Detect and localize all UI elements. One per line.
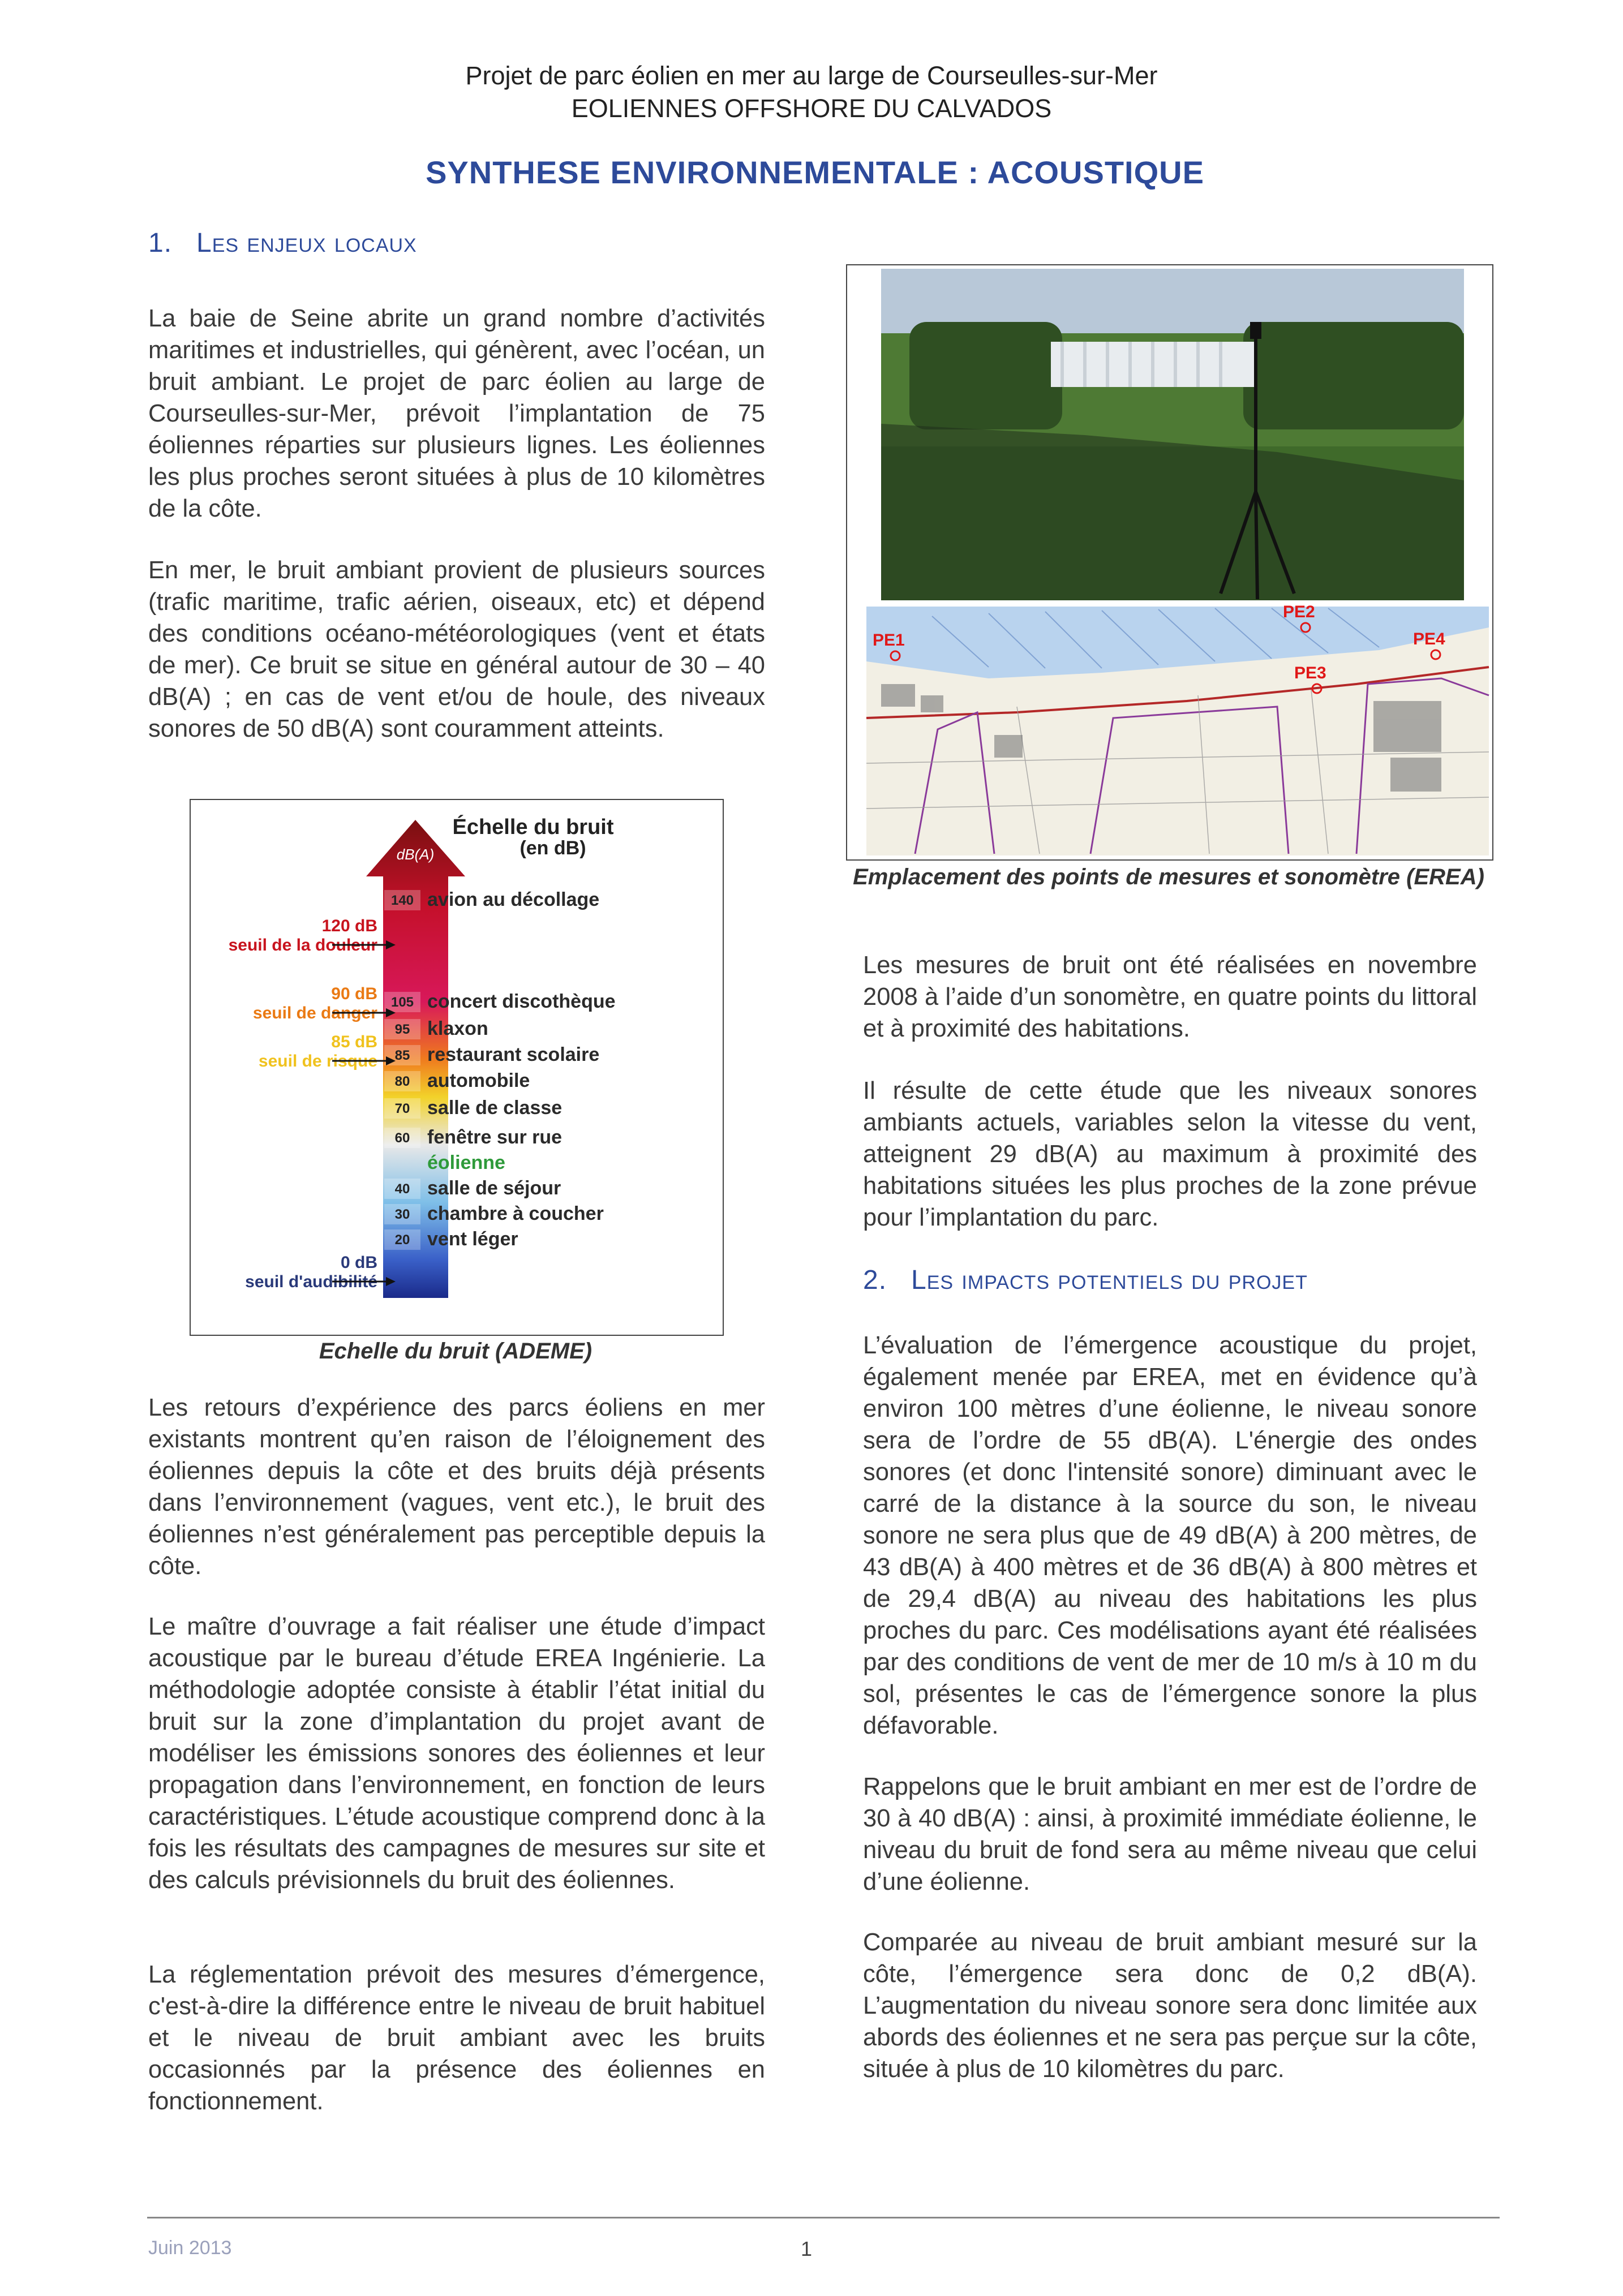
scale-unit: dB(A) <box>396 846 435 863</box>
noise-scale-chart <box>191 800 723 1335</box>
paragraph-measurements: Les mesures de bruit ont été réalisées en novembre 2008 à l’aide d’un sonomètre, en quatre points du littoral et à proximité des habitations. <box>863 952 1477 1042</box>
paragraph-ambient-at-sea: Rappelons que le bruit ambiant en mer est de l’ordre de 30 à 40 dB(A) : ainsi, à proximité immédiate éolienne, le niveau du bruit de fond sera au même niveau que celui d’une éolienne. <box>863 1773 1477 1895</box>
header-project-subtitle: EOLIENNES OFFSHORE DU CALVADOS <box>571 94 1052 123</box>
noise-scale-caption: Echelle du bruit (ADEME) <box>319 1339 592 1364</box>
threshold-value: 90 dB <box>331 984 377 1003</box>
threshold-label: seuil de la douleur <box>228 936 377 954</box>
scale-level-label: salle de classe <box>427 1097 563 1119</box>
measurement-points-figure <box>846 264 1493 861</box>
threshold-label: seuil d'audibilité <box>245 1272 377 1291</box>
scale-level-value: 40 <box>394 1181 410 1197</box>
noise-scale-figure <box>190 799 724 1336</box>
measurement-map <box>866 607 1489 855</box>
paragraph-experience-feedback: Les retours d’expérience des parcs éoliens en mer existants montrent qu’en raison de l’éloignement des éoliennes depuis la côte et des bruits déjà présents dans l’environnement (vagues, vent etc.), le bruit des éoliennes n’est généralement pas perceptible depuis la côte. <box>148 1394 765 1580</box>
section-title: Les enjeux locaux <box>196 228 417 258</box>
paragraph-ambient-noise: En mer, le bruit ambiant provient de plusieurs sources (trafic maritime, trafic aérien, oiseaux, etc) et dépend des conditions océano-météorologiques (vent et états de mer). Ce bruit se situe en général autour de 30 – 40 dB(A) ; en cas de vent et/ou de houle, des niveaux sonores de 50 dB(A) sont couramment atteints. <box>148 557 765 742</box>
scale-title: Échelle du bruit <box>452 815 614 839</box>
sound-meter-photo <box>881 269 1464 600</box>
page-number: 1 <box>801 2237 813 2260</box>
scale-level-label: vent léger <box>427 1228 518 1250</box>
threshold-label: seuil de danger <box>252 1004 377 1022</box>
header-project-title: Projet de parc éolien en mer au large de Courseulles-sur-Mer <box>465 61 1158 90</box>
scale-level-value: 60 <box>394 1130 410 1146</box>
measurement-figure-caption: Emplacement des points de mesures et sonomètre (EREA) <box>853 865 1484 889</box>
threshold-value: 0 dB <box>340 1253 377 1272</box>
measurement-point-label: PE3 <box>1294 664 1326 682</box>
section-number: 2. <box>863 1265 887 1295</box>
scale-level-label: klaxon <box>427 1018 488 1039</box>
threshold-value: 85 dB <box>331 1033 377 1051</box>
scale-level-value: 140 <box>390 893 414 908</box>
scale-level-value: 85 <box>394 1048 410 1063</box>
photo-and-map <box>847 265 1492 859</box>
paragraph-regulation: La réglementation prévoit des mesures d’émergence, c'est-à-dire la différence entre le niveau de bruit habituel et le niveau de bruit ambiant avec les bruits occasionnés par la présence des éoliennes en fonctionnement. <box>148 1961 765 2115</box>
scale-level-value: 80 <box>394 1074 410 1089</box>
scale-level-label: automobile <box>427 1070 530 1091</box>
scale-level-label: concert discothèque <box>427 991 616 1012</box>
section-1-heading <box>148 227 417 259</box>
paragraph-study-results: Il résulte de cette étude que les niveaux sonores ambiants actuels, variables selon la vitesse du vent, atteignent 29 dB(A) au maximum à proximité des habitations situées les plus proches de la zone prévue pour l’implantation du parc. <box>863 1077 1477 1231</box>
section-title: Les impacts potentiels du projet <box>911 1265 1308 1295</box>
scale-level-label: salle de séjour <box>427 1177 561 1199</box>
footer-date: Juin 2013 <box>148 2237 232 2259</box>
measurement-point-label: PE2 <box>1283 603 1315 621</box>
scale-level-label: restaurant scolaire <box>427 1044 600 1065</box>
measurement-point-label: PE1 <box>873 631 905 650</box>
scale-title-unit: (en dB) <box>519 837 586 859</box>
scale-level-value: 20 <box>394 1232 410 1248</box>
scale-level-label: fenêtre sur rue <box>427 1126 563 1148</box>
paragraph-emergence-evaluation: L’évaluation de l’émergence acoustique du projet, également menée par EREA, met en évidence qu’à environ 100 mètres d’une éolienne, le niveau sonore sera de l’ordre de 55 dB(A). L'énergie des ondes sonores (et donc l'intensité sonore) diminuant avec le carré de la distance à la source du son, le niveau sonore ne sera plus que de 49 dB(A) à 200 mètres, de 43 dB(A) à 400 mètres et de 36 dB(A) à 800 mètres et de 29,4 dB(A) au niveau des habitations les plus proches du parc. Ces modélisations ayant été réalisées par des conditions de vent de mer de 10 m/s à 10 m du sol, présentes le cas de l’émergence sonore la plus défavorable. <box>863 1332 1477 1739</box>
section-number: 1. <box>148 228 173 258</box>
paragraph-impact-study: Le maître d’ouvrage a fait réaliser une étude d’impact acoustique par le bureau d’étude EREA Ingénierie. La méthodologie adoptée consiste à établir l’état initial du bruit sur la zone d’implantation du projet avant de modéliser les émissions sonores des éoliennes et leur propagation dans l’environnement, en fonction de leurs caractéristiques. L’étude acoustique comprend donc à la fois les résultats des campagnes de mesures sur site et des calculs prévisionnels du bruit des éoliennes. <box>148 1613 765 1894</box>
threshold-value: 120 dB <box>321 917 377 935</box>
scale-level-label: avion au décollage <box>427 889 600 910</box>
document-title: SYNTHESE ENVIRONNEMENTALE : ACOUSTIQUE <box>426 154 1204 190</box>
paragraph-comparison: Comparée au niveau de bruit ambiant mesuré sur la côte, l’émergence sera donc de 0,2 dB(A). L’augmentation du niveau sonore sera donc limitée aux abords des éoliennes et ne sera pas perçue sur la côte, située à plus de 10 kilomètres du parc. <box>863 1929 1477 2083</box>
paragraph-local-issues: La baie de Seine abrite un grand nombre d’activités maritimes et industrielles, qui génèrent, avec l’océan, un bruit ambiant. Le projet de parc éolien au large de Courseulles-sur-Mer, prévoit l’implantation de 75 éoliennes réparties sur plusieurs lignes. Les éoliennes les plus proches seront situées à plus de 10 kilomètres de la côte. <box>148 305 765 522</box>
scale-level-value: 30 <box>394 1207 410 1222</box>
measurement-point-label: PE4 <box>1413 630 1445 648</box>
scale-thresholds <box>229 917 396 1291</box>
scale-level-value: 95 <box>394 1022 410 1037</box>
threshold-label: seuil de risque <box>258 1052 377 1070</box>
scale-level-value: 70 <box>394 1101 410 1116</box>
scale-level-value: 105 <box>390 995 414 1010</box>
scale-level-label: chambre à coucher <box>427 1203 604 1224</box>
section-2-heading <box>863 1265 1308 1296</box>
scale-level-label: éolienne <box>427 1152 505 1173</box>
footer-divider <box>147 2217 1500 2218</box>
